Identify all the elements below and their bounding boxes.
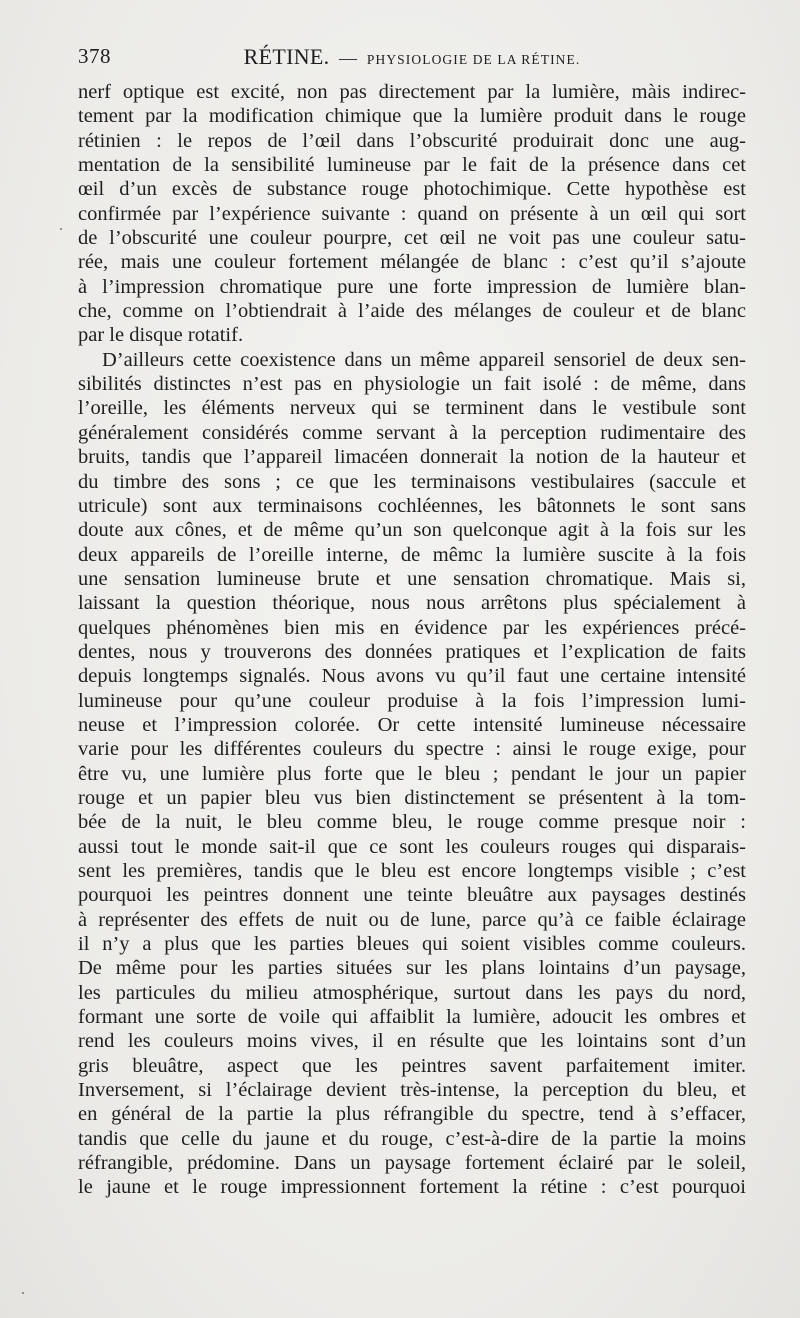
text-line: laissant la question théorique, nous nous arrêtons plus spécialement à [78,592,746,615]
text-line: nerf optique est excité, non pas directement par la lumière, màis indirec- [78,81,746,103]
text-line: par le disque rotatif. [78,324,244,347]
text-line: du timbre des sons ; ce que les terminaisons vestibulaires (saccule et [78,470,746,493]
text-line: le jaune et le rouge impressionnent fortement la rétine : c’est pourquoi [78,1176,746,1199]
running-head [78,44,746,74]
chapter-title: RÉTINE. [243,44,330,69]
text-line: tement par la modification chimique que la lumière produit dans le rouge [78,105,746,128]
text-line: deux appareils de l’oreille interne, de mêmc la lumière suscite à la fois [78,543,746,566]
body-text [78,80,746,1200]
text-line: à l’impression chromatique pure une forte impression de lumière blan- [78,275,746,298]
text-line: il n’y a plus que les parties bleues qui soient visibles comme couleurs. [78,933,746,956]
text-line: dentes, nous y trouverons des données pratiques et l’explication de faits [78,640,746,663]
text-line: les particules du milieu atmosphérique, surtout dans les pays du nord, [78,981,746,1004]
paragraph-2 [78,348,746,1200]
text-line: bruits, tandis que l’appareil limacéen donnerait la notion de la hauteur et [78,446,746,469]
text-line: gris bleuâtre, aspect que les peintres savent parfaitement imiter. [78,1054,746,1077]
text-line: bée de la nuit, le bleu comme bleu, le rouge comme presque noir : [78,811,746,834]
text-line: de l’obscurité une couleur pourpre, cet œil ne voit pas une couleur satu- [78,227,746,250]
text-line: à représenter des effets de nuit ou de lune, parce qu’à ce faible éclairage [78,908,746,931]
text-line: Inversement, si l’éclairage devient très-intense, la perception du bleu, et [78,1079,746,1102]
text-line: mentation de la sensibilité lumineuse par le fait de la présence dans cet [78,154,746,177]
text-line: doute aux cônes, et de même qu’un son quelconque agit à la fois sur les [78,519,746,542]
text-line: œil d’un excès de substance rouge photochimique. Cette hypothèse est [78,178,746,201]
text-line: confirmée par l’expérience suivante : quand on présente à un œil qui sort [78,202,746,225]
text-line: une sensation lumineuse brute et une sensation chromatique. Mais si, [78,567,746,590]
text-line: rétinien : le repos de l’œil dans l’obscurité produirait donc une aug- [78,129,746,152]
text-line: pourquoi les peintres donnent une teinte bleuâtre aux paysages destinés [78,884,746,907]
text-line: rouge et un papier bleu vus bien distinctement se présentent à la tom- [78,786,746,809]
running-title [78,44,746,70]
text-line: utricule) sont aux terminaisons cochléennes, les bâtonnets le sont sans [78,494,746,517]
text-line: aussi tout le monde sait-il que ce sont les couleurs rouges qui disparais- [78,835,746,858]
title-separator: — [339,48,358,68]
text-line: l’oreille, les éléments nerveux qui se terminent dans le vestibule sont [78,397,746,420]
text-line: che, comme on l’obtiendrait à l’aide des mélanges de couleur et de blanc [78,300,746,323]
text-line: tandis que celle du jaune et du rouge, c’est-à-dire de la partie la moins [78,1127,746,1150]
text-line: sent les premières, tandis que le bleu est encore longtemps visible ; c’est [78,860,746,882]
text-line: généralement considérés comme servant à la perception rudimentaire des [78,421,746,444]
text-line: en général de la partie la plus réfrangible du spectre, tend à s’effacer, [78,1103,746,1126]
text-line: D’ailleurs cette coexistence dans un même appareil sensoriel de deux sen- [102,348,746,371]
text-line: réfrangible, prédomine. Dans un paysage fortement éclairé par le soleil, [78,1152,746,1175]
paper-speck [60,228,62,230]
text-line: lumineuse pour qu’une couleur produise à la fois l’impression lumi- [78,689,746,712]
page-number: 378 [78,44,111,68]
text-line: sibilités distinctes n’est pas en physiologie un fait isolé : de même, dans [78,373,746,396]
text-line: neuse et l’impression colorée. Or cette intensité lumineuse nécessaire [78,713,746,736]
text-line: depuis longtemps signalés. Nous avons vu qu’il faut une certaine intensité [78,665,746,688]
text-line: être vu, une lumière plus forte que le bleu ; pendant le jour un papier [78,762,746,785]
section-title: PHYSIOLOGIE DE LA RÉTINE. [366,52,581,67]
text-line: varie pour les différentes couleurs du spectre : ainsi le rouge exige, pour [78,738,746,761]
text-line: quelques phénomènes bien mis en évidence par les expériences précé- [78,616,746,639]
text-line: rend les couleurs moins vives, il en résulte que les lointains sont d’un [78,1030,746,1053]
text-line: formant une sorte de voile qui affaiblit la lumière, adoucit les ombres et [78,1006,746,1029]
paragraph-1 [78,80,746,348]
text-line: De même pour les parties situées sur les plans lointains d’un paysage, [78,957,746,980]
paper-speck [22,1292,24,1294]
text-line: rée, mais une couleur fortement mélangée de blanc : c’est qu’il s’ajoute [78,251,746,274]
